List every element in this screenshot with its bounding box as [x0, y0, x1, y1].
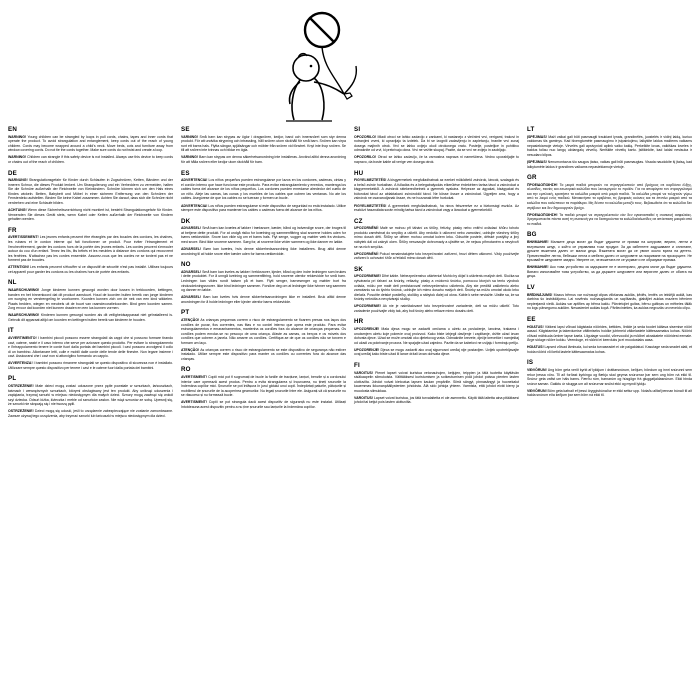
language-block-ee	[527, 316, 692, 355]
language-code-pt: PT	[181, 309, 190, 317]
warning-paragraph: AVERTISMENT! Copiii mici pot fi sugrumați de bucle la funiile de tracțiune, lanțuri, benzile și a cordonului interior care operează acest produs. Pentru a evita strangularea și încurcarea, nu țineți snururile la îndemâna copiilor mici. Șnururile se pot înfășura în jurul gâtului unui copil. Îndepărtați paturile, pătuțurile și mobilierul de șnururile de la acoperirea geamurilor. Nu legați șnururile între ele. Asigurați-vă că șnururile nu se răsucesc și nu formează bucle.	[181, 375, 346, 398]
language-code-is: IS	[527, 359, 534, 367]
language-block-sk	[354, 266, 519, 314]
warning-paragraph: ATENÇÃO! As crianças correm o risco de estrangulamento se este dispositivo de segurança não estiver instalado. Utilize sempre este dispositivo para manter os cordões ou correntes fora do alcance das crianças.	[181, 347, 346, 361]
warning-paragraph: ADVERTENCIA! Los niños pueden estrangularse si este dispositivo de seguridad no está instalado. Utilice siempre este dispositivo para mantener los cables o cadenas fuera del alcance de los niños.	[181, 203, 346, 213]
warning-paragraph: ADVERTENCIA! Los niños pequeños pueden estrangularse por lazos en los cordones, cadenas, cintas y el cordón interno que hace funcionar este producto. Para evitar estrangulamiento y enredos, mantenga los cables fuera del alcance de los niños pequeños. Los cordones pueden enredarse alrededor del cuello de un niño. Aleje las camas, las cunas y los muebles de los cables que cubren las ventanas. No ate los cables. Asegúrese de que los cables no se tuerzan y formen un bucle.	[181, 178, 346, 201]
warning-paragraph: UPOZORNENIE! Dlhé káble. Nebezpečenstvo uškrtenia! Mohlo by dôjsť k uškrteniu malých detí. Slučka sa vytvárania pri ťahaní za šnúrky, retiazky, pásky a vnútornú šnúrku, pomocou ktorých sa tento výrobok ovláda, môžu pre malé deti predstavovať nebezpečenstvo uškrtenia. Aby ste predišli zaškrteniu alebo zamotaniu sa do týchto šnúrok, udržujte ich mimo dosahu malých detí. Šnúrky sa môžu omotať okolo krku dieťaťa. Posuňte detské postieľky, stoličky a nábytok ďalej od okna. Káble k sebe neviažte. Uistite sa, že sa šnúrky nekrútia a nevytvárajú slučky.	[354, 274, 519, 302]
language-block-lt	[527, 126, 692, 169]
language-block-de	[8, 170, 173, 222]
language-block-hu	[354, 170, 519, 213]
language-code-sk: SK	[354, 265, 363, 273]
language-block-is	[527, 359, 692, 398]
warning-paragraph: AVVERTIMENTO! I bambini piccoli possono essere strangolati da cappi che si possono formare tirando cavi, catene, nastri e il cavo interno che serve per azionare questo prodotto. Per evitare lo strangolamento e l'intrappolamento tenere le corde fuori dalla portata dei bambini piccoli. I cavi possono avvolgersi il collo di un bambino. Allontanare letti, culle e mobili dalle corde delle tende delle finestre. Non legare insieme i cavi. Assicurarsi che i cavi non si attorciglino formando un cappio.	[8, 336, 173, 359]
warning-paragraph: HOIATUS! Väikesi lapsi võivad kägistada nöörides, kettides, lintide ja seda toodet käitava sisemise nööri aasad. Kägistamise ja takerdumise vältimiseks hoidke juhtmeid väikelastele kättesaamatus kohas. Nöörid võivad mähkuda ümber lapse kaela. Liigutage voodid, võrevoodid ja mööbel aknakatete nööridest eemale. Ärge siduge nööre kokku. Veenduge, et nöörid ei keerduks ja ei moodustaks aasa.	[527, 324, 692, 343]
warning-paragraph: ADVARSEL! Barn kan kveles hvis denne sikkerhetsanordningen ikke er installert. Bruk alltid denne anordningen for å holde ledninger eller kjeder utenfor barns rekkevidde.	[181, 295, 346, 304]
warning-paragraph: ΠΡΟΕΙΔΟΠΟΙΗΣΗ! Τα μικρά παιδιά μπορούν να στραγγαλιστούν από βρόχους σε κορδόνια έλξης, αλυσίδες, ταινίες και εσωτερικά καλώδια που λειτουργούν το προϊόν. Για να αποφύγετε τον στραγγαλισμό και την εμπλοκή, κρατήστε τα καλώδια μακριά από μικρά παιδιά. Τα καλώδια μπορεί να τυλιχτούν γύρω από το λαιμό ενός παιδιού. Μετακινήστε τα κρεβάτια, τις βρεφικές κούνιες και τα έπιπλα μακριά από τα καλώδια που καλύπτουν τα παράθυρα. Μη δένετε τα καλώδια μεταξύ τους. Βεβαιωθείτε ότι τα καλώδια δεν στρίβουν και δεν δημιουργούν βρόχο.	[527, 182, 692, 210]
language-block-no	[181, 261, 346, 304]
language-block-cz	[354, 218, 519, 261]
column-4	[527, 126, 692, 403]
language-code-fi: FI	[354, 361, 360, 369]
language-code-de: DE	[8, 169, 17, 177]
language-code-bg: BG	[527, 231, 537, 239]
language-code-es: ES	[181, 169, 190, 177]
language-block-hr	[354, 318, 519, 357]
warning-paragraph: WARNING! Young children can be strangled by loops in pull cords, chains, tapes and inner cords that operate the product. To avoid strangulation and entanglement, keep cords out of the reach of young children. Cords may become wrapped around a child's neck. Move beds, cots and furniture away from window covering cords. Do not tie the cords together. Make sure cords do not twist and create a loop.	[8, 134, 173, 153]
language-code-dk: DK	[181, 217, 191, 225]
warning-paragraph: WAARSCHUWING! Kinderen kunnen gewurgd worden als dit veiligheidsapparaat niet geïnstalleerd is. Gebruik dit apparaat altijd om koorden en kettingen buiten bereik van kinderen te houden.	[8, 313, 173, 322]
warning-paragraph: ADVARSEL! Børn kan kvæles, hvis denne sikkerhedsanordning ikke installeres. Brug altid denne anordning til at holde snore eller kæder uden for børns rækkevidde.	[181, 247, 346, 256]
warning-paragraph: ADVARSEL! Små barn kan kveles av løkker i trekksnorer, kjeder, bånd og den indre ledningen som brukes i dette produktet. For å unngå kvelning og sammenfiltring, hold snorene utenfor rekkevidde for små barn. Ledningen kan vikles rundt halsen på et barn. Flytt senger, barnesenger og møbler bort fra vindusdekningssnorer. Ikke bind ledninger sammen. Forsikre deg om at ledninger ikke tvinner seg sammen og danner en løkke.	[181, 269, 346, 293]
column-2	[181, 126, 346, 414]
language-code-en: EN	[8, 126, 17, 133]
warning-paragraph: UPOZORENJE! Mala djeca mogu se zadaviti omčama u užetu za povlačenje, lancima, trakama i unutarnjem užetu koje pokreće ovaj proizvod. Kako biste izbjegli davljenje i zaplitanje, držite užad izvan dohvata djece. Užad se može omotati oko djetetovog vrata. Odmaknite krevete, dječje krevetiće i namještaj od užadi za pokrivanje prozora. Ne spajajte užad zajedno. Pazite da se kabelovi ne uvijaju i formiraju petlju.	[354, 327, 519, 345]
warning-paragraph: VARNING! Små barn kan strypas av öglor i dragsnören, kedjor, band och innersnöret som styr denna produkt. För att undvika strypning och intrassling, håll snören utom räckhåll för små barn. Snören kan virpa runt ett barns hals. Flytta sängar, spjälsängar och möbler från snören vid fönstret. Knyt inte ihop snören. Se till att snören inte tvinnas och bildar en ögla.	[181, 134, 346, 153]
warning-paragraph: FIGYELMEZTETÉS! A gyermekek megfulladhatnak, ha nincs felszerelve ez a biztonsági eszköz. Az eszközt használata során mindig tartsa távol a zsinórokat vagy a láncokat a gyermekektől.	[354, 203, 519, 213]
language-code-pl: PL	[8, 375, 17, 383]
warning-paragraph: HOIATUS! Lapsed võivad lämbuda, kui seda turvaseadet ei ole paigaldatud. Kasutage seda seadet alati, et hoida nöörid või ketid lastele kättesaamatus kohas.	[527, 345, 692, 354]
warning-paragraph: VAROITUS! Pienet lapset voivat kuristua vetonauhojen, ketjujen, teippien ja tätä tuotetta käyttävän sisäkaapelin silmukoista. Välttääksesi kuristumisen ja sotkeutumisen pidä johdot poissa pienten lasten ulottuvilta. Johdot voivat kietoutua lapsen kaulan ympärille. Siirrä sängyt, pinnasängyt ja huonekalut kauemmas ikkunanpäällystenten johdoista. Älä sido johtoja yhteen. Varmista, että johdot eivät kierry ja muodosta silmukkaa.	[354, 370, 519, 393]
warning-paragraph: AVERTISMENT! Copiii se pot strangula dacă acest dispozitiv de siguranță nu este instalat. Utilizați întotdeauna acest dispozitiv pentru a nu ține șnururile sau lanțurile la îndemâna copiilor.	[181, 400, 346, 409]
warning-paragraph: VARNING! Barn kan strypas om denna säkerhetsanordning inte installeras. Använd alltid denna anordning för att hålla snören eller kedjor utom räckhåll för barn.	[181, 155, 346, 164]
language-block-pt	[181, 309, 346, 361]
warning-paragraph: UPOZORNENIE! Ak nie je nainštalované toto bezpečnostné zariadenie, deti sa môžu uškrtiť. Toto zariadenie používajte vždy tak, aby boli šnúry alebo retiaze mimo dosahu detí.	[354, 304, 519, 313]
warning-paragraph: UPOZORNĚNÍ! Pokud nenainstalujete toto bezpečnostní zařízení, hrozí dětem uškrcení. Vždy používejte zařízení k uchování šňůr a řetízků mimo dosah dětí.	[354, 251, 519, 261]
warning-paragraph: AVERTISSEMENT! Les jeunes enfants peuvent être étranglés par des boucles des cordons, les chaînes, les rubans et le cordon interne qui fait fonctionner ce produit. Pour éviter l'étranglement et l'enchevêtrement, garder les cordons hors de la portée des jeunes enfants. Les cordes peuvent s'enrouler autour du cou d'un enfant. Tenez les lits, lits bébés et les meubles à distance des cordons qui recouvrent les fenêtres. N'attachez pas les cordes ensemble. Assurez-vous que les cordes ne se tordent pas et ne forment pas de boucles.	[8, 235, 173, 263]
warning-paragraph: VIÐVÖRUN! Börn geta kafnað ef þessi öryggisbúnaður er ekki settur upp. Notaðu alltaf þennan búnað til að halda snúrum eða keðjum þar sem börn ná ekki til.	[527, 388, 692, 398]
language-block-gr	[527, 174, 692, 226]
language-code-ee: EE	[527, 315, 536, 323]
language-code-no: NO	[181, 261, 191, 269]
language-block-lv	[527, 284, 692, 311]
language-code-it: IT	[8, 327, 14, 335]
language-code-ro: RO	[181, 366, 191, 374]
language-code-lt: LT	[527, 126, 535, 133]
warning-paragraph: WAARSCHUWING! Jonge kinderen kunnen gewurgd worden door lussen in trekkoorden, kettingen, banden en het binnenkoord dat dit product aanstuurt. Houd de koorden buiten bereik van jonge kinderen om wurging en verstrengeling te voorkomen. Koorden kunnen zich om de nek van een kind wikkelen. Plaats bedden, wiegen en meubels uit de buurt van raamdecoratiekoorden. Bind geen koorden samen. Zorg ervoor dat koorden niet kunnen draaien en een lus kunnen vormen.	[8, 288, 173, 311]
language-code-cz: CZ	[354, 217, 363, 225]
language-block-ro	[181, 366, 346, 409]
language-block-nl	[8, 279, 173, 322]
warning-paragraph: OSTRZEŻENIE! Dzieci mogą się udusić, jeśli to urządzenie zabezpieczające nie zostanie zamontowane. Zawsze używaj tego urządzenia, aby trzymać sznurki lub łańcuszki w miejscu niedostępnym dla dzieci.	[8, 409, 173, 419]
language-code-si: SI	[354, 126, 361, 133]
language-code-nl: NL	[8, 279, 17, 287]
warning-paragraph: VAROITUS! Lapset voivat kuristua, jos tätä turvalaitetta ei ole asennettu. Käytä tätä laitetta aina pitääksesi johdot tai ketjut pois lasten ulottuvilta.	[354, 395, 519, 405]
warning-paragraph: OSTRZEŻENIE! Małe dzieci mogą zostać uduszone przez pętle powstałe w sznurkach, łańcuszkach, taśmach i wewnętrznych sznurkach, którymi obsługiwany jest ten produkt. Aby uniknąć uduszenia i zaplątania, trzymaj sznurki w miejscu niedostępnym dla małych dzieci. Sznury mogą zawinąć się wokół szyi dziecka. Odsuń łóżka, łóżeczka i meble od sznurków zasłon. Nie wiąż sznurów ze sobą. Upewnij się, że sznurki nie skręcają się i nie tworzą pętli.	[8, 384, 173, 407]
language-code-gr: GR	[527, 174, 537, 182]
language-code-lv: LV	[527, 283, 535, 291]
warning-paragraph: ΠΡΟΕΙΔΟΠΟΙΗΣΗ! Τα παιδιά μπορεί να στραγγαλιστούν εάν δεν εγκατασταθεί η συσκευή ασφαλείας. Χρησιμοποιείτε πάντα αυτή τη συσκευή για να διατηρούνται τα καλώδια/αλυσίδες σε απόσταση μακριά από τα παιδιά.	[527, 212, 692, 226]
warning-paragraph: ĮSPĖJIMAS! Maži vaikai gali būti pasmaugti traukiant lynais, grandinėlės, juostelės ir vidinį laidą, kuriuo valdomas šis gaminys. Kad išvengtumėte pasmaugimo ir įsipainiojimo, laikykite laidus mažiems vaikams nepasiekiamoje vietoje. Virvelės gali apsivynioti aplink vaiko kaklą. Perkelkite lovas, vaikiškas loveles ir baldus toliau nuo langų uždangalų virvelių. Neriškite virvelių kartu. Įsitikinkite, kad laidai nesisuka ir nesudaro kilpos.	[527, 134, 692, 157]
warning-paragraph: ВНИМАНИЕ! Малките деца могат да бъдат удушени от примки на шнурове, вериги, ленти и вътрешния шнур, с който се управлява този продукт. За да избегнете задушаване и оплитане, дръжте въжетата далеч от малки деца. Въжетата могат да се увият около врата на детето. Премествайте легла, бебешки легла и мебели далеч от шнуровете за покриване на прозорците. Не връзвайте шнуровете заедно. Уверете се, че въжетата не се усукват и не образуват примка.	[527, 240, 692, 263]
warning-paragraph: ATTENTION! Les enfants peuvent s'étouffer si ce dispositif de sécurité n'est pas installé. Utilisez toujours cet appareil pour garder les cordons ou les chaînes hors de portée des enfants.	[8, 265, 173, 274]
language-code-hu: HU	[354, 169, 364, 177]
language-code-fr: FR	[8, 226, 17, 234]
warning-text-columns	[8, 126, 692, 424]
warning-paragraph: BRĪDINĀJUMS! Mazus bērnus var nožņaugt cilpas vilkšanas auklās, ķēdēs, lentēs un iekšējā auklā, kas darbina šo izstrādājumu. Lai novērstu nožņaugšanās un sapīšanās, glabājiet auklas maziem bērniem nepieejamā vietā. Auklas var aptīties ap bērna kaklu. Pārvietojiet gultas, bērnu gultiņas un mēbeles tālāk no logu pārsegumu auklām. Nesasieniet auklas kopā. Pārliecinieties, ka auklas negrozās un neveido cilpu.	[527, 292, 692, 311]
warning-paragraph: UPOZORNĚNÍ! Malé se mohou při táhání za šňůry, řetízky, pásky nebo vnitřní ovládací šňůru tohoto produktu zaměstnat do smyčky a uškrtit. Aby nedošlo k uškrcení nebo zamotání, udržujte všechny šňůry mimo dosah dětí. Šňůry se dětem mohou omotat kolem krku. Odsuňte postele, dětské postýlky a jiný nábytek dál od zakrytí oken. Šňůry nesvazujte dohromady a ujistěte se, že nejsou přimotaném a nevytvoří se na nich smyčka.	[354, 226, 519, 249]
warning-paragraph: WARNUNG! Strangulationsgefahr für Kinder durch Schlaufen in Zugschnüren, Ketten, Bändern und der inneren Schnur, die dieses Produkt lenkert. Um Strangulierung und ein Verheddern zu vermeiden, halten Sie die Schnüre außerhalb der Reichweite von Kleinkindern. Schnüre können sich um den Hals eines Kindes wickeln. Betten, Babybett und Möbel in einer sicheren Entfernung von den Schnüren der Fensterdeko aufstellen. Binden Sie keine Kabel zusammen. Achten Sie darauf, dass sich die Schnüre nicht verdrehen und eine Schlaufe bilden.	[8, 178, 173, 206]
column-3	[354, 126, 519, 410]
warning-paragraph: FIGYELMEZTETÉS! A kisgyermekek megfulladhatnak az ezeket működtető zsinórok, láncok, szalagok és a belső zsinór hurkaiban. A fulladás és a belegabalyodás elkerülése érdekében tartsa távol a zsinórokat a kisgyermekektől. A zsinórok rátekeredhetnek a gyermek nyakára. Helyezze az ágyakat, kiságyakat és bútorokat távol az ablaktakaró zsinóroktól távol. Ne kösse össze a zsinórokat. Ügyeljen arra, hogy a zsinórok ne csavarodjanak össze, és ne hozzanak létre hurkokat.	[354, 178, 519, 201]
warning-paragraph: WARNING! Children can strangle if this safety device is not installed. Always use this device to keep cords or chains out of the reach of children.	[8, 155, 173, 164]
warning-paragraph: VIÐVÖRUN! Ung börn geta verið kyrkt af lykkjum í dráttarsnúrum, keðjum, böndum og innri snúrunni sem rekur þessa vöru. Til að forðast kyrkingu og flækju skal geyma snúrurnar þar sem ung börn ná ekki til. Snúrur geta vafist um háls barns. Færðu rúm, barnarúm og húsgögn frá gluggatjaldasnúrum. Ekki binda snúrur saman. Gakktu úr skugga um að snúrurnar snúist ekki og myndi lykkju.	[527, 368, 692, 386]
language-code-se: SE	[181, 126, 190, 133]
language-block-en	[8, 126, 173, 165]
language-block-se	[181, 126, 346, 165]
warning-paragraph: ĮSPĖJIMAS! Nenumontavus šio saugos įtaiso, vaikas gali būti pasmaugtas. Visada naudokite šį įtaisą, kad laikytumėte laidus ir grandines vaikams nepasiekiamoje vietoje.	[527, 159, 692, 169]
illustration-area	[8, 6, 692, 126]
language-block-pl	[8, 375, 173, 418]
warning-paragraph: ACHTUNG! Wenn diese Sicherheitsvorrichtung nicht montiert ist, besteht Strangulationsgefahr für Kinder. Verwenden Sie dieses Gerät stets, wenn Kabel oder Ketten außerhalb der Reichweite von Kindern gehalten werden.	[8, 208, 173, 222]
warning-paragraph: OPOZORILO! Mladi otroci se lahko zadavijo z zankami, ki nastanejo z vlečnimi vrvi, verigami, trakovi in notranjimi vrvmi, ki upravljajo ta izdelek. Da bi se izognili zadavljenju in zapletanju, hranite vrvi zunaj dosega majhnih otrok. Vrvi se lahko ovijejo okoli otrokovega vratu. Postelje, posteljice in pohištvo odmaknite od vrvi, ki prekrivajo okna. Vrvi ne vežite skupaj. Pazite, da se vrvi ne zvijejo in zaobljajo.	[354, 134, 519, 153]
warning-paragraph: ВНИМАНИЕ! Ако това устройство за задържане не е монтирано, децата могат да бъдат удушени. Винаги използвайте това устройство, за да държите шнуровете или веригите далеч от обсега на деца.	[527, 265, 692, 279]
language-block-si	[354, 126, 519, 165]
warning-paragraph: OPOZORILO! Otroci se lahko zadavijo, če ta varnostna naprava ni nameščena. Vedno uporabljajte to napravo, da boste kable ali verige ven dosega otrok.	[354, 155, 519, 164]
language-block-fi	[354, 362, 519, 405]
language-block-es	[181, 170, 346, 213]
language-block-it	[8, 327, 173, 370]
language-block-bg	[527, 231, 692, 279]
warning-paragraph: UPOZORENJE! Djeca se mogu zadaviti ako ovaj sigurnosni uređaj nije postavljen. Uvijek upotrebljavajte ovaj uređaj kako biste užad ili lance držali izvan dohvata djece.	[354, 347, 519, 357]
child-strangulation-warning-illustration	[240, 8, 460, 123]
column-1	[8, 126, 173, 424]
warning-paragraph: ADVARSEL! Små børn kan kvæles af løkker i træksnore, kæder, bånd og indvendige snore, der bruges til at betjene dette produkt. For at undgå risiko for kvælning og sammenfiltring skal snorene holdes uden for børns rækkevidde. Snore kan vikle sig om et barns hals. Flyt senge, vugger og møbler væk fra vindues-med snore. Bind ikke snorene sammen. Sørg for, at snorene ikke vrider sammen og ikke danner en løkke.	[181, 226, 346, 244]
language-block-fr	[8, 227, 173, 275]
language-block-dk	[181, 218, 346, 257]
warning-paragraph: ATENÇÃO! As crianças pequenas correm o risco de estrangulamento se ficarem presas nos laços dos cordões de puxar, fios correntes, nas fitas e no cordel interno que opera este produto. Para evitar estrangulamentos e emaranhamentos, mantenha os cordões fora do alcance de crianças pequenas. Os cordões podem enrolar-se no pescoço de uma criança. Afaste as camas, os berços e os móveis dos cordões que cobrem a janela. Não amarre os cordões. Certifique-se de que os cordões não se torcem e formam um laço.	[181, 317, 346, 345]
language-code-hr: HR	[354, 318, 364, 326]
warning-paragraph: AVVERTENZA! I bambini possono rimanere strangolati se questo dispositivo di sicurezza non è installato. Utilizzare sempre questo dispositivo per tenere i cavi e le catene fuori dalla portata dei bambini.	[8, 361, 173, 370]
